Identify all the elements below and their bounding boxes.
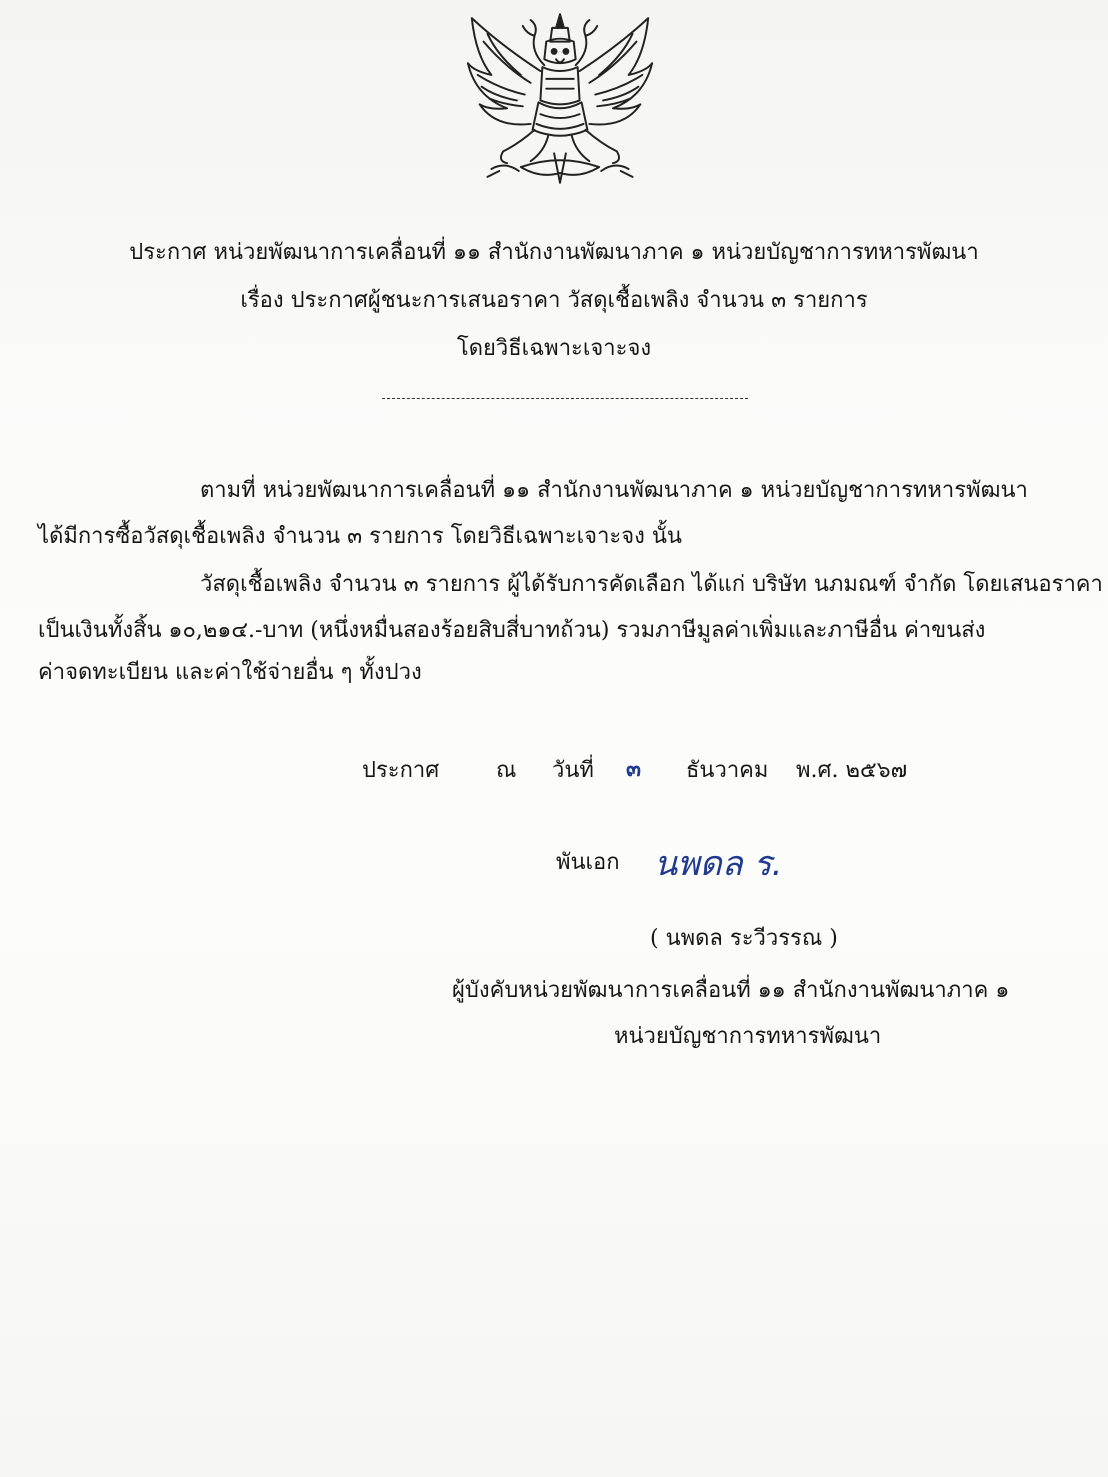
date-day-label: วันที่: [552, 758, 594, 783]
date-month: ธันวาคม: [686, 758, 769, 783]
body-text: ตามที่ หน่วยพัฒนาการเคลื่อนที่ ๑๑ สำนักงานพัฒนาภาค ๑ หน่วยบัญชาการทหารพัฒนา: [200, 478, 1028, 503]
garuda-emblem-icon: [462, 6, 658, 188]
date-at: ณ: [496, 758, 517, 783]
body-paragraph-1-line-1: [200, 476, 1088, 506]
date-label: ประกาศ: [362, 758, 440, 783]
body-paragraph-1-line-2: ได้มีการซื้อวัสดุเชื้อเพลิง จำนวน ๓ รายการ โดยวิธีเฉพาะเจาะจง นั้น: [38, 524, 682, 549]
announcement-subject: เรื่อง ประกาศผู้ชนะการเสนอราคา วัสดุเชื้อเพลิง จำนวน ๓ รายการ: [240, 288, 868, 313]
handwritten-signature: นพดล ร.: [654, 844, 783, 884]
date-day-handwritten: ๓: [626, 756, 642, 782]
title-divider: [382, 398, 748, 399]
signer-rank: พันเอก: [556, 850, 620, 875]
body-paragraph-2-line-2: เป็นเงินทั้งสิ้น ๑๐,๒๑๔.-บาท (หนึ่งหมื่นสองร้อยสิบสี่บาทถ้วน) รวมภาษีมูลค่าเพิ่มและภาษีอื่น ค่าขนส่ง: [38, 618, 986, 643]
signer-position: ผู้บังคับหน่วยพัฒนาการเคลื่อนที่ ๑๑ สำนักงานพัฒนาภาค ๑: [452, 978, 1010, 1003]
date-year: พ.ศ. ๒๕๖๗: [796, 758, 908, 783]
announcement-title: ประกาศ หน่วยพัฒนาการเคลื่อนที่ ๑๑ สำนักงานพัฒนาภาค ๑ หน่วยบัญชาการทหารพัฒนา: [129, 240, 979, 265]
signer-name: ( นพดล ระวีวรรณ ): [650, 926, 838, 951]
body-paragraph-2-line-1: วัสดุเชื้อเพลิง จำนวน ๓ รายการ ผู้ได้รับการคัดเลือก ได้แก่ บริษัท นภมณฑ์ จำกัด โดยเสนอราคา: [200, 572, 1103, 597]
body-paragraph-2-line-3: ค่าจดทะเบียน และค่าใช้จ่ายอื่น ๆ ทั้งปวง: [38, 660, 422, 685]
announcement-method: โดยวิธีเฉพาะเจาะจง: [456, 336, 652, 361]
signer-unit: หน่วยบัญชาการทหารพัฒนา: [614, 1024, 882, 1049]
